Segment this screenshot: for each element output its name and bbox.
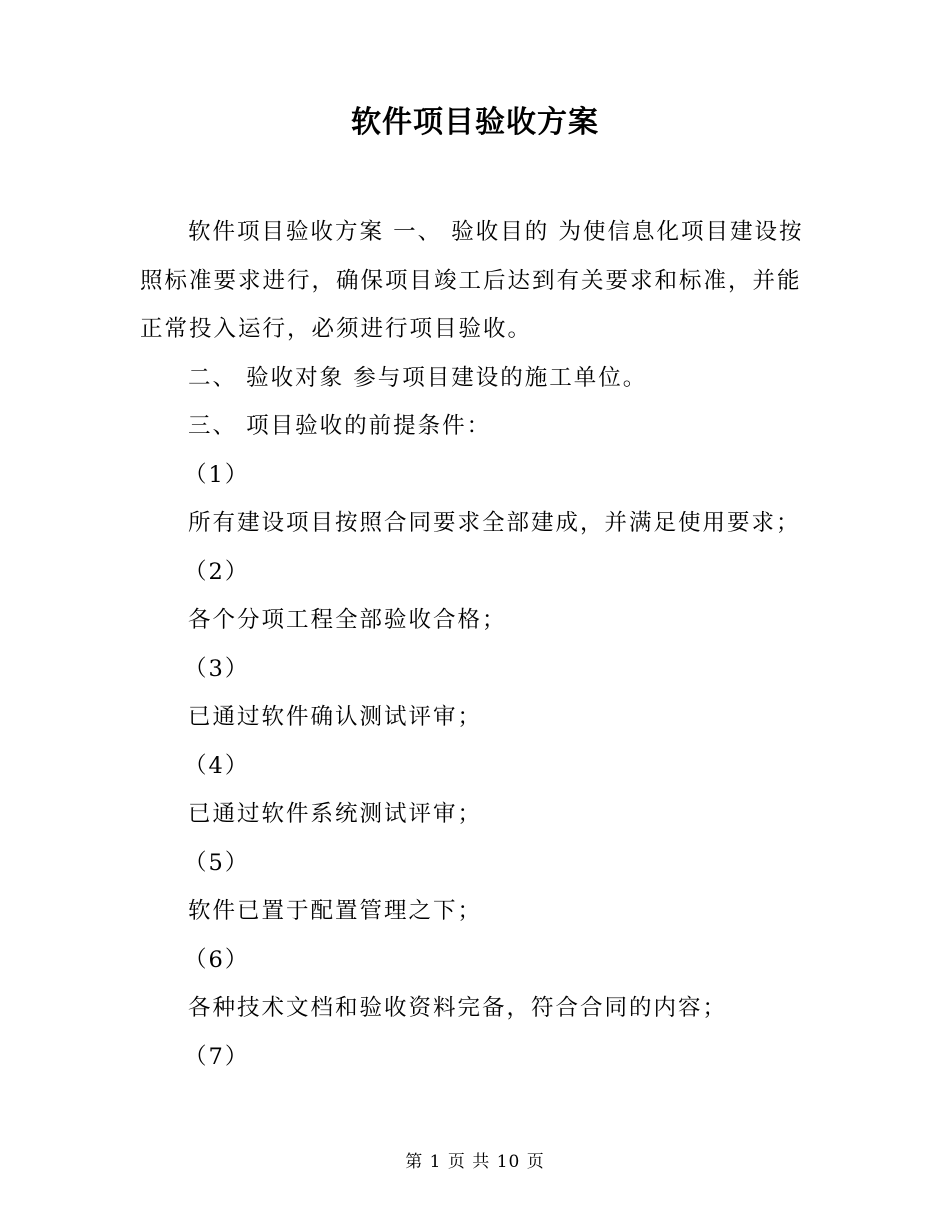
- page-footer: 第 1 页 共 10 页: [405, 1152, 545, 1172]
- item-number-3: （3）: [184, 655, 250, 682]
- intro-paragraph: 软件项目验收方案 一、 验收目的 为使信息化项目建设按照标准要求进行，确保项目竣工后达到有关要求和标准，并能正常投入运行，必须进行项目验收。: [140, 219, 804, 342]
- item-number-5: （5）: [184, 849, 250, 876]
- item-text-5: 软件已置于配置管理之下；: [188, 898, 483, 924]
- item-text-1: 所有建设项目按照合同要求全部建成，并满足使用要求；: [188, 510, 801, 536]
- item-number-4: （4）: [184, 752, 250, 779]
- item-number-7: （7）: [184, 1043, 250, 1070]
- document-title: 软件项目验收方案: [351, 105, 599, 140]
- item-text-6: 各种技术文档和验收资料完备，符合合同的内容；: [188, 995, 728, 1021]
- item-number-2: （2）: [184, 558, 250, 585]
- item-text-3: 已通过软件确认测试评审；: [188, 704, 483, 730]
- item-text-2: 各个分项工程全部验收合格；: [188, 607, 507, 633]
- section-3-heading: 三、 项目验收的前提条件：: [188, 413, 492, 439]
- section-2-heading: 二、 验收对象 参与项目建设的施工单位。: [188, 364, 648, 391]
- item-number-1: （1）: [184, 461, 250, 488]
- document-body: [140, 208, 812, 1081]
- item-number-6: （6）: [184, 946, 250, 973]
- item-text-4: 已通过软件系统测试评审；: [188, 801, 483, 827]
